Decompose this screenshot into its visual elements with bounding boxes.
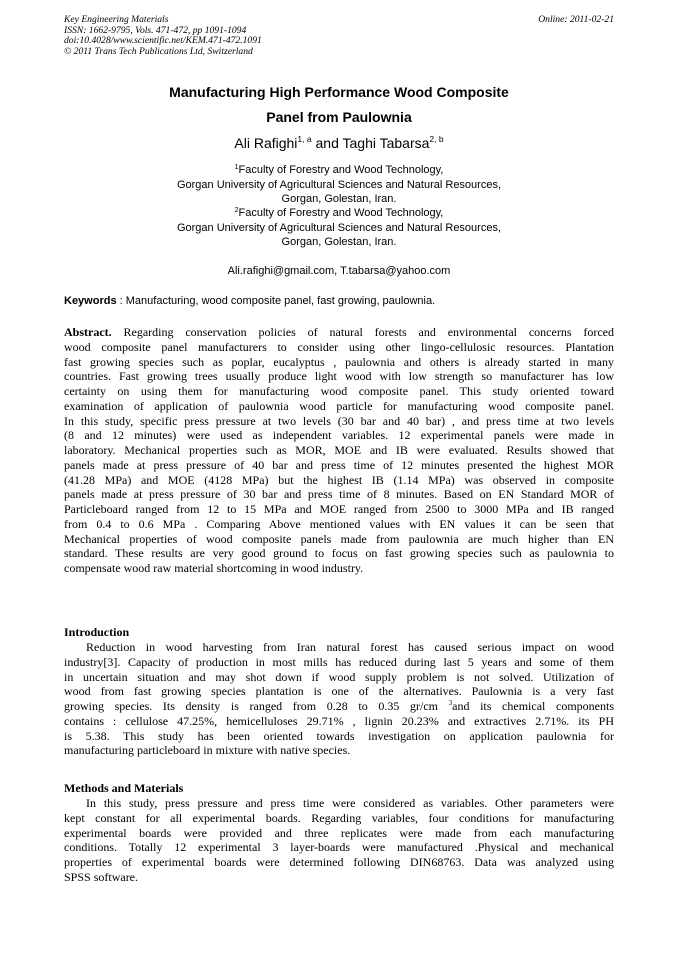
affiliation-2-line-2: Gorgan University of Agricultural Sciences and Natural Resources, (176, 221, 502, 234)
introduction-line: is 5.38. This study has been oriented towards investigation on application paulownia for (64, 728, 614, 743)
abstract-line: examination of application of paulownia wood particle for manufacturing wood composite panel. (64, 398, 614, 413)
affiliation-1-line-1: Faculty of Forestry and Wood Technology, (238, 164, 444, 176)
author-separator: and (311, 135, 343, 151)
issn-line: ISSN: 1662-9795, Vols. 471-472, pp 1091-1094 (64, 24, 247, 36)
keywords-label: Keywords (64, 295, 117, 307)
abstract-line: laboratory. Mechanical properties such as MOR, MOE and IB were evaluated. Results showed that (64, 443, 614, 457)
abstract-line: In this study, specific press pressure at two levels (30 bar and 40 bar) , and press time at two levels (64, 413, 614, 428)
keywords-text: Manufacturing, wood composite panel, fast growing, paulownia. (125, 295, 436, 307)
affiliation-2 (64, 206, 614, 250)
affiliation-1-marker: 1 (234, 164, 239, 171)
keywords (64, 294, 614, 308)
abstract-line: countries. Fast growing trees usually produce light wood with low strength so manufacturer has low (64, 369, 614, 384)
abstract-line: Particleboard ranged from 12 to 15 MPa and MOE ranged from 2500 to 3000 MPa and IB ranged (64, 502, 614, 516)
abstract-line: wood composite panel manufacturers to consider using other lingo-cellulosic resources. Plantation (64, 339, 614, 354)
copyright-line: © 2011 Trans Tech Publications Ltd, Switzerland (64, 45, 253, 57)
introduction-line: manufacturing particleboard in mixture with native species. (64, 743, 351, 758)
affiliation-2-line-1: Faculty of Forestry and Wood Technology, (238, 207, 444, 219)
abstract-line: from 0.4 to 0.6 MPa . Comparing Above mentioned values with EN values it can be seen that (64, 516, 614, 531)
introduction-line: industry[3]. Capacity of production in most mills has reduced during last 5 years and some of them (64, 654, 614, 669)
methods-body (64, 796, 614, 885)
paper-title-line-2: Panel from Paulownia (266, 109, 412, 125)
abstract-line: panels made at press pressure of 30 bar and press time of 8 minutes. Based on EN Standard MOR of (64, 487, 614, 502)
methods-line: In this study, press pressure and press time were considered as variables. Other parameters were (86, 796, 614, 810)
abstract (64, 325, 614, 576)
methods-line: kept constant for all experimental boards. Regarding variables, four conditions for manufacturing (64, 810, 614, 825)
introduction-line: Reduction in wood harvesting from Iran natural forest has caused serious impact on wood (86, 640, 614, 654)
methods-heading: Methods and Materials (64, 781, 184, 795)
author-1: Ali Rafighi (234, 135, 298, 151)
author-1-affiliation: 1, a (297, 134, 312, 144)
author-line (64, 134, 614, 152)
affiliation-1 (64, 163, 614, 207)
affiliation-1-line-2: Gorgan University of Agricultural Sciences and Natural Resources, (176, 178, 502, 191)
abstract-line: (8 and 12 minutes) were used as independent variables. 12 experimental panels were made in (64, 428, 614, 443)
author-2: Taghi Tabarsa (342, 135, 430, 151)
affiliation-1-line-3: Gorgan, Golestan, Iran. (281, 193, 397, 205)
abstract-line: Abstract. Regarding conservation policies of natural forests and environmental concerns forced (64, 325, 614, 339)
introduction-line: wood from fast growing species plantation is one of the alternatives. Paulownia is a very fast (64, 684, 614, 699)
author-emails: Ali.rafighi@gmail.com, T.tabarsa@yahoo.com (227, 265, 451, 277)
abstract-line: standard. These results are very good ground to focus on fast growing species such as paulownia to (64, 546, 614, 561)
online-date: Online: 2011-02-21 (538, 14, 614, 25)
methods-line: SPSS software. (64, 869, 139, 884)
author-2-affiliation: 2, b (429, 134, 444, 144)
doi-line: doi:10.4028/www.scientific.net/KEM.471-472.1091 (64, 35, 262, 47)
abstract-line: (41.28 MPa) and MOE (4128 MPa) but the highest IB (1.14 MPa) was observed in composite (64, 472, 614, 487)
methods-line: conditions. Totally 12 experimental 3 layer-boards were manufactured .Physical and mechanical (64, 840, 614, 855)
cubic-superscript: 3 (448, 699, 453, 707)
keywords-separator: : (116, 295, 126, 307)
introduction-heading: Introduction (64, 625, 130, 639)
affiliation-2-marker: 2 (234, 207, 239, 214)
introduction-line: growing species. Its density is ranged from 0.28 to 0.35 gr/cm $^3$and its chemical components (64, 699, 614, 713)
abstract-label: Abstract. (64, 325, 112, 339)
abstract-line: certainty on using them for manufacturing wood composite panel. This study oriented toward (64, 384, 614, 398)
abstract-line: fast growing species such as poplar, eucalyptus , paulownia and others is already started in many (64, 354, 614, 369)
journal-header (64, 15, 262, 57)
introduction-body (64, 640, 614, 758)
paper-title-line-1: Manufacturing High Performance Wood Composite (169, 84, 509, 100)
journal-name: Key Engineering Materials (64, 14, 169, 25)
affiliation-2-line-3: Gorgan, Golestan, Iran. (281, 236, 397, 248)
abstract-line: compensate wood raw material shortcoming in wood industry. (64, 561, 364, 575)
methods-line: experimental boards were provided and three replicates were made from each manufacturing (64, 825, 614, 840)
introduction-line: in uncertain situation and may shot down if wood supply problem is not solved. Utilization of (64, 669, 614, 684)
abstract-line: panels made at press pressure of 40 bar and press time of 12 minutes presented the highest MOR (64, 457, 614, 472)
methods-line: properties of experimental boards were determined following DIN68763. Data was analyzed using (64, 855, 614, 869)
introduction-line: contains : cellulose 47.25%, hemicelluloses 29.71% , lignin 20.23% and extractives 2.71%. its PH (64, 713, 614, 728)
abstract-line: Mechanical properties of wood composite panels made from paulownia are much higher than EN (64, 531, 614, 546)
